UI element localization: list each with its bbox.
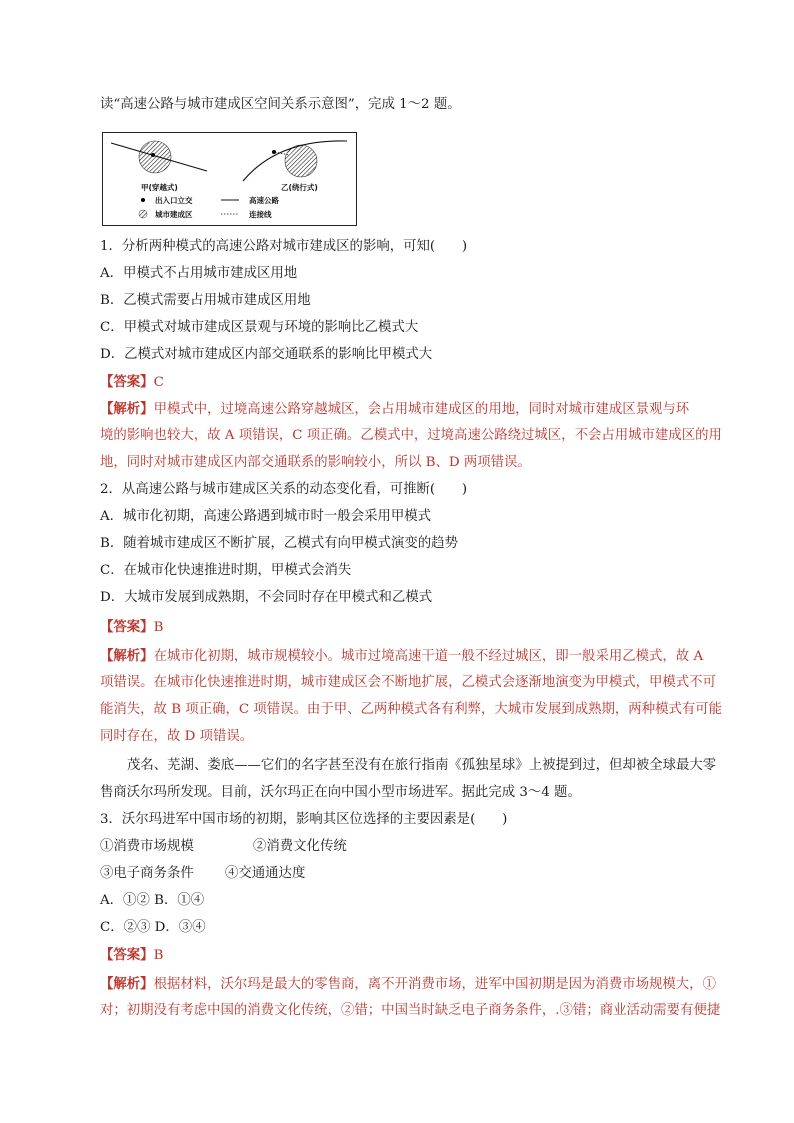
q3-answer-label: 【答案】 [100, 947, 154, 963]
q1-analysis-line-2: 境的影响也较大，故 A 项错误，C 项正确。乙模式中，过境高速公路绕过城区，不会占用城市建成区的用 [100, 428, 722, 443]
intro-text-2-line-1: 茂名、芜湖、娄底——它们的名字甚至没有在旅行指南《孤独星球》上被提到过，但却被全球最大零 [127, 758, 717, 773]
q1-analysis-line-1 [100, 400, 689, 419]
q2-option-d: D．大城市发展到成熟期，不会同时存在甲模式和乙模式 [100, 590, 433, 605]
diagram-svg [103, 133, 356, 225]
q2-analysis-label: 【解析】 [100, 648, 154, 664]
q1-analysis-label: 【解析】 [100, 401, 154, 417]
q3-answer-value: B [153, 948, 164, 963]
q3-analysis-label: 【解析】 [100, 976, 154, 992]
q3-factor-2: ②消费文化传统 [253, 839, 347, 854]
q1-analysis-text-1: 甲模式中，过境高速公路穿越城区，会占用城市建成区的用地，同时对城市建成区景观与环 [153, 402, 690, 417]
q1-answer-label: 【答案】 [100, 374, 154, 390]
q1-option-a: A．甲模式不占用城市建成区用地 [100, 266, 298, 281]
legend-connector: 连接线 [249, 210, 272, 219]
q2-option-c: C．在城市化快速推进时期，甲模式会消失 [100, 563, 352, 578]
q2-analysis-line-4: 同时存在，故 D 项错误。 [100, 729, 254, 744]
q2-analysis-line-2: 项错误。在城市化快速推进时期，城市建成区会不断地扩展，乙模式会逐渐地演变为甲模式，甲模式不可 [100, 675, 716, 690]
q1-option-b: B．乙模式需要占用城市建成区用地 [100, 293, 311, 308]
label-a: 甲(穿越式) [141, 183, 178, 192]
q3-factor-3: ③电子商务条件 [100, 866, 194, 881]
q1-answer [100, 373, 164, 392]
q3-analysis-line-2: 对；初期没有考虑中国的消费文化传统，②错；中国当时缺乏电子商务条件，.③错；商业活动需要有便捷 [100, 1003, 721, 1018]
q3-analysis-line-1 [100, 975, 716, 994]
q2-option-b: B．随着城市建成区不断扩展，乙模式有向甲模式演变的趋势 [100, 536, 458, 551]
q2-option-a: A．城市化初期，高速公路遇到城市时一般会采用甲模式 [100, 509, 432, 524]
legend-interchange-icon [141, 198, 145, 202]
q2-analysis-line-1 [100, 647, 703, 666]
q3-answer [100, 946, 163, 965]
interchange-a [151, 153, 155, 157]
q3-options-row-2: C．②③ D．③④ [100, 920, 206, 935]
highway-city-diagram [102, 132, 357, 226]
intro-text-2-line-2: 售商沃尔玛所发现。目前，沃尔玛正在向中国小型市场进军。据此完成 3～4 题。 [100, 785, 581, 800]
q2-analysis-line-3: 能消失，故 B 项正确，C 项错误。由于甲、乙两种模式各有利弊，大城市发展到成熟期，两种模式有可能 [100, 702, 723, 717]
builtup-area-a [139, 141, 171, 173]
q3-options-row-1: A．①② B．①④ [100, 893, 205, 908]
q3-stem: 3．沃尔玛进军中国市场的初期，影响其区位选择的主要因素是( ) [100, 812, 508, 827]
q3-factor-4: ④交通通达度 [225, 866, 306, 881]
q1-stem: 1．分析两种模式的高速公路对城市建成区的影响，可知( ) [100, 239, 468, 254]
q2-answer-value: B [153, 620, 164, 635]
intro-text-1: 读“高速公路与城市建成区空间关系示意图”，完成 1～2 题。 [100, 97, 461, 112]
q1-answer-value: C [153, 375, 164, 390]
interchange-b [272, 150, 276, 154]
builtup-area-b [285, 145, 317, 177]
q1-option-c: C．甲模式对城市建成区景观与环境的影响比乙模式大 [100, 320, 419, 335]
q2-stem: 2．从高速公路与城市建成区关系的动态变化看，可推断( ) [100, 482, 468, 497]
q3-analysis-text-1: 根据材料，沃尔玛是最大的零售商，离不开消费市场，进军中国初期是因为消费市场规模大，① [153, 977, 716, 992]
q2-answer [100, 618, 163, 637]
q1-analysis-line-3: 地，同时对城市建成区内部交通联系的影响较小，所以 B、D 两项错误。 [100, 455, 531, 470]
legend-builtup-icon [139, 210, 147, 218]
legend-highway: 高速公路 [249, 196, 279, 205]
q2-analysis-text-1: 在城市化初期，城市规模较小。城市过境高速干道一般不经过城区，即一般采用乙模式，故 A [153, 649, 704, 664]
label-b: 乙(绕行式) [281, 183, 318, 192]
q3-factor-1: ①消费市场规模 [100, 839, 194, 854]
legend-interchange: 出入口立交 [155, 196, 193, 205]
q1-option-d: D．乙模式对城市建成区内部交通联系的影响比甲模式大 [100, 347, 433, 362]
legend-builtup: 城市建成区 [155, 210, 193, 219]
q2-answer-label: 【答案】 [100, 619, 154, 635]
